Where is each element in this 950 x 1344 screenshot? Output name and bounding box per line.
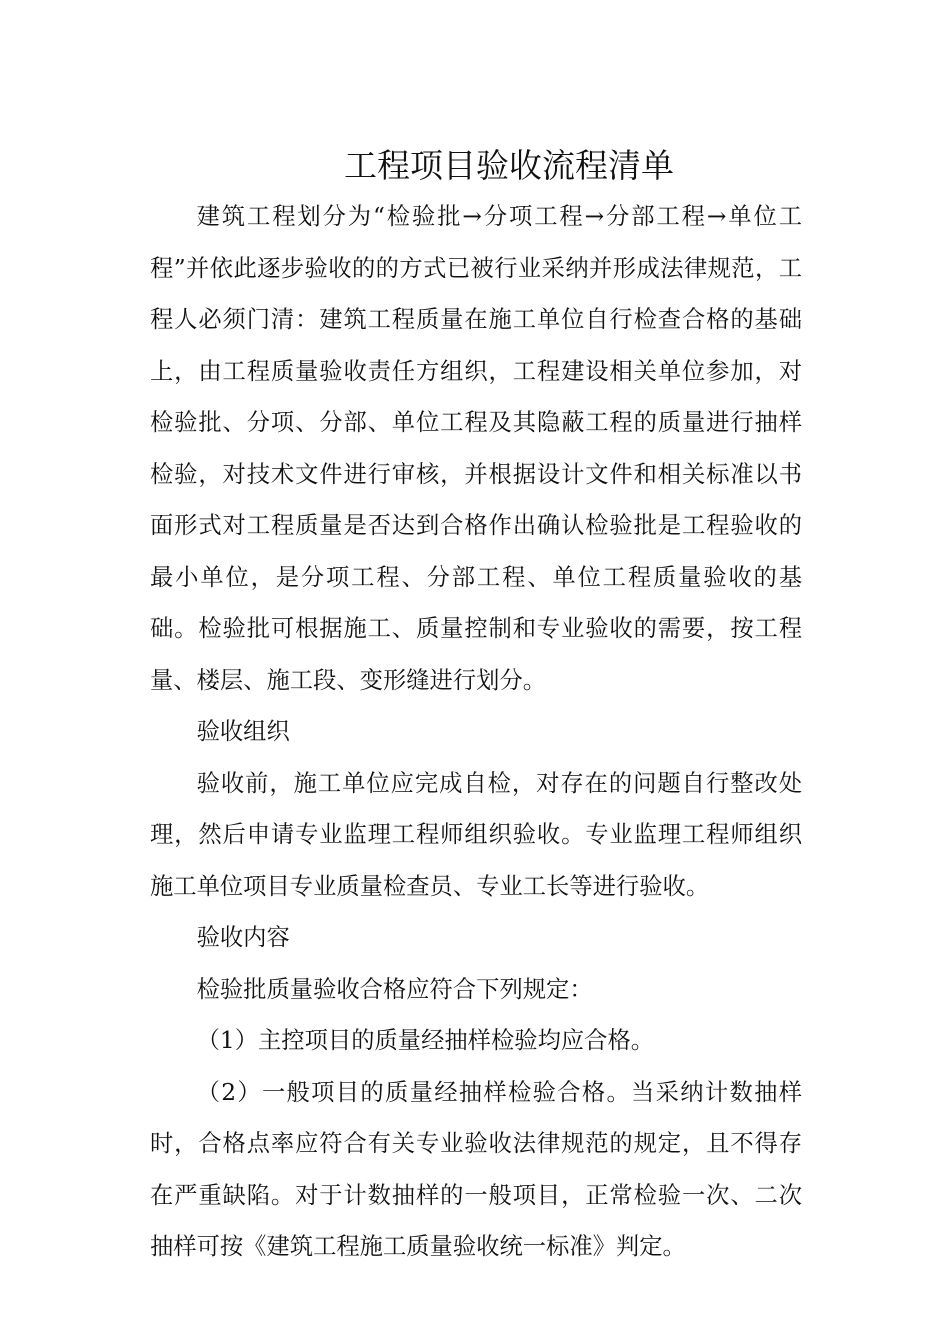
section-heading-acceptance-content: 验收内容 <box>196 924 290 951</box>
section-heading-acceptance-organization: 验收组织 <box>196 718 290 745</box>
list-item-general-items: （2）一般项目的质量经抽样检验合格。当采纳计数抽样时，合格点率应符合有关专业验收法律规范的规定，且不得存在严重缺陷。对于计数抽样的一般项目，正常检验一次、二次抽样可按《建筑工程施工质量验收统一标准》判定。 <box>150 1078 802 1260</box>
document-body <box>150 191 802 1273</box>
list-item-main-control: （1）主控项目的质量经抽样检验均应合格。 <box>196 1027 655 1054</box>
paragraph-acceptance-organization: 验收前，施工单位应完成自检，对存在的问题自行整改处理，然后申请专业监理工程师组织验收。专业监理工程师组织施工单位项目专业质量检查员、专业工长等进行验收。 <box>150 769 802 900</box>
paragraph-acceptance-rules: 检验批质量验收合格应符合下列规定： <box>196 975 593 1003</box>
paragraph-intro: 建筑工程划分为“检验批→分项工程→分部工程→单位工程”并依此逐步验收的的方式已被行业采纳并形成法律规范，工程人必须门清：建筑工程质量在施工单位自行检查合格的基础上，由工程质量验收责任方组织，工程建设相关单位参加，对检验批、分项、分部、单位工程及其隐蔽工程的质量进行抽样检验，对技术文件进行审核，并根据设计文件和相关标准以书面形式对工程质量是否达到合格作出确认检验批是工程验收的最小单位，是分项工程、分部工程、单位工程质量验收的基础。检验批可根据施工、质量控制和专业验收的需要，按工程量、楼层、施工段、变形缝进行划分。 <box>150 203 802 694</box>
document-title: 工程项目验收流程清单 <box>344 146 674 186</box>
